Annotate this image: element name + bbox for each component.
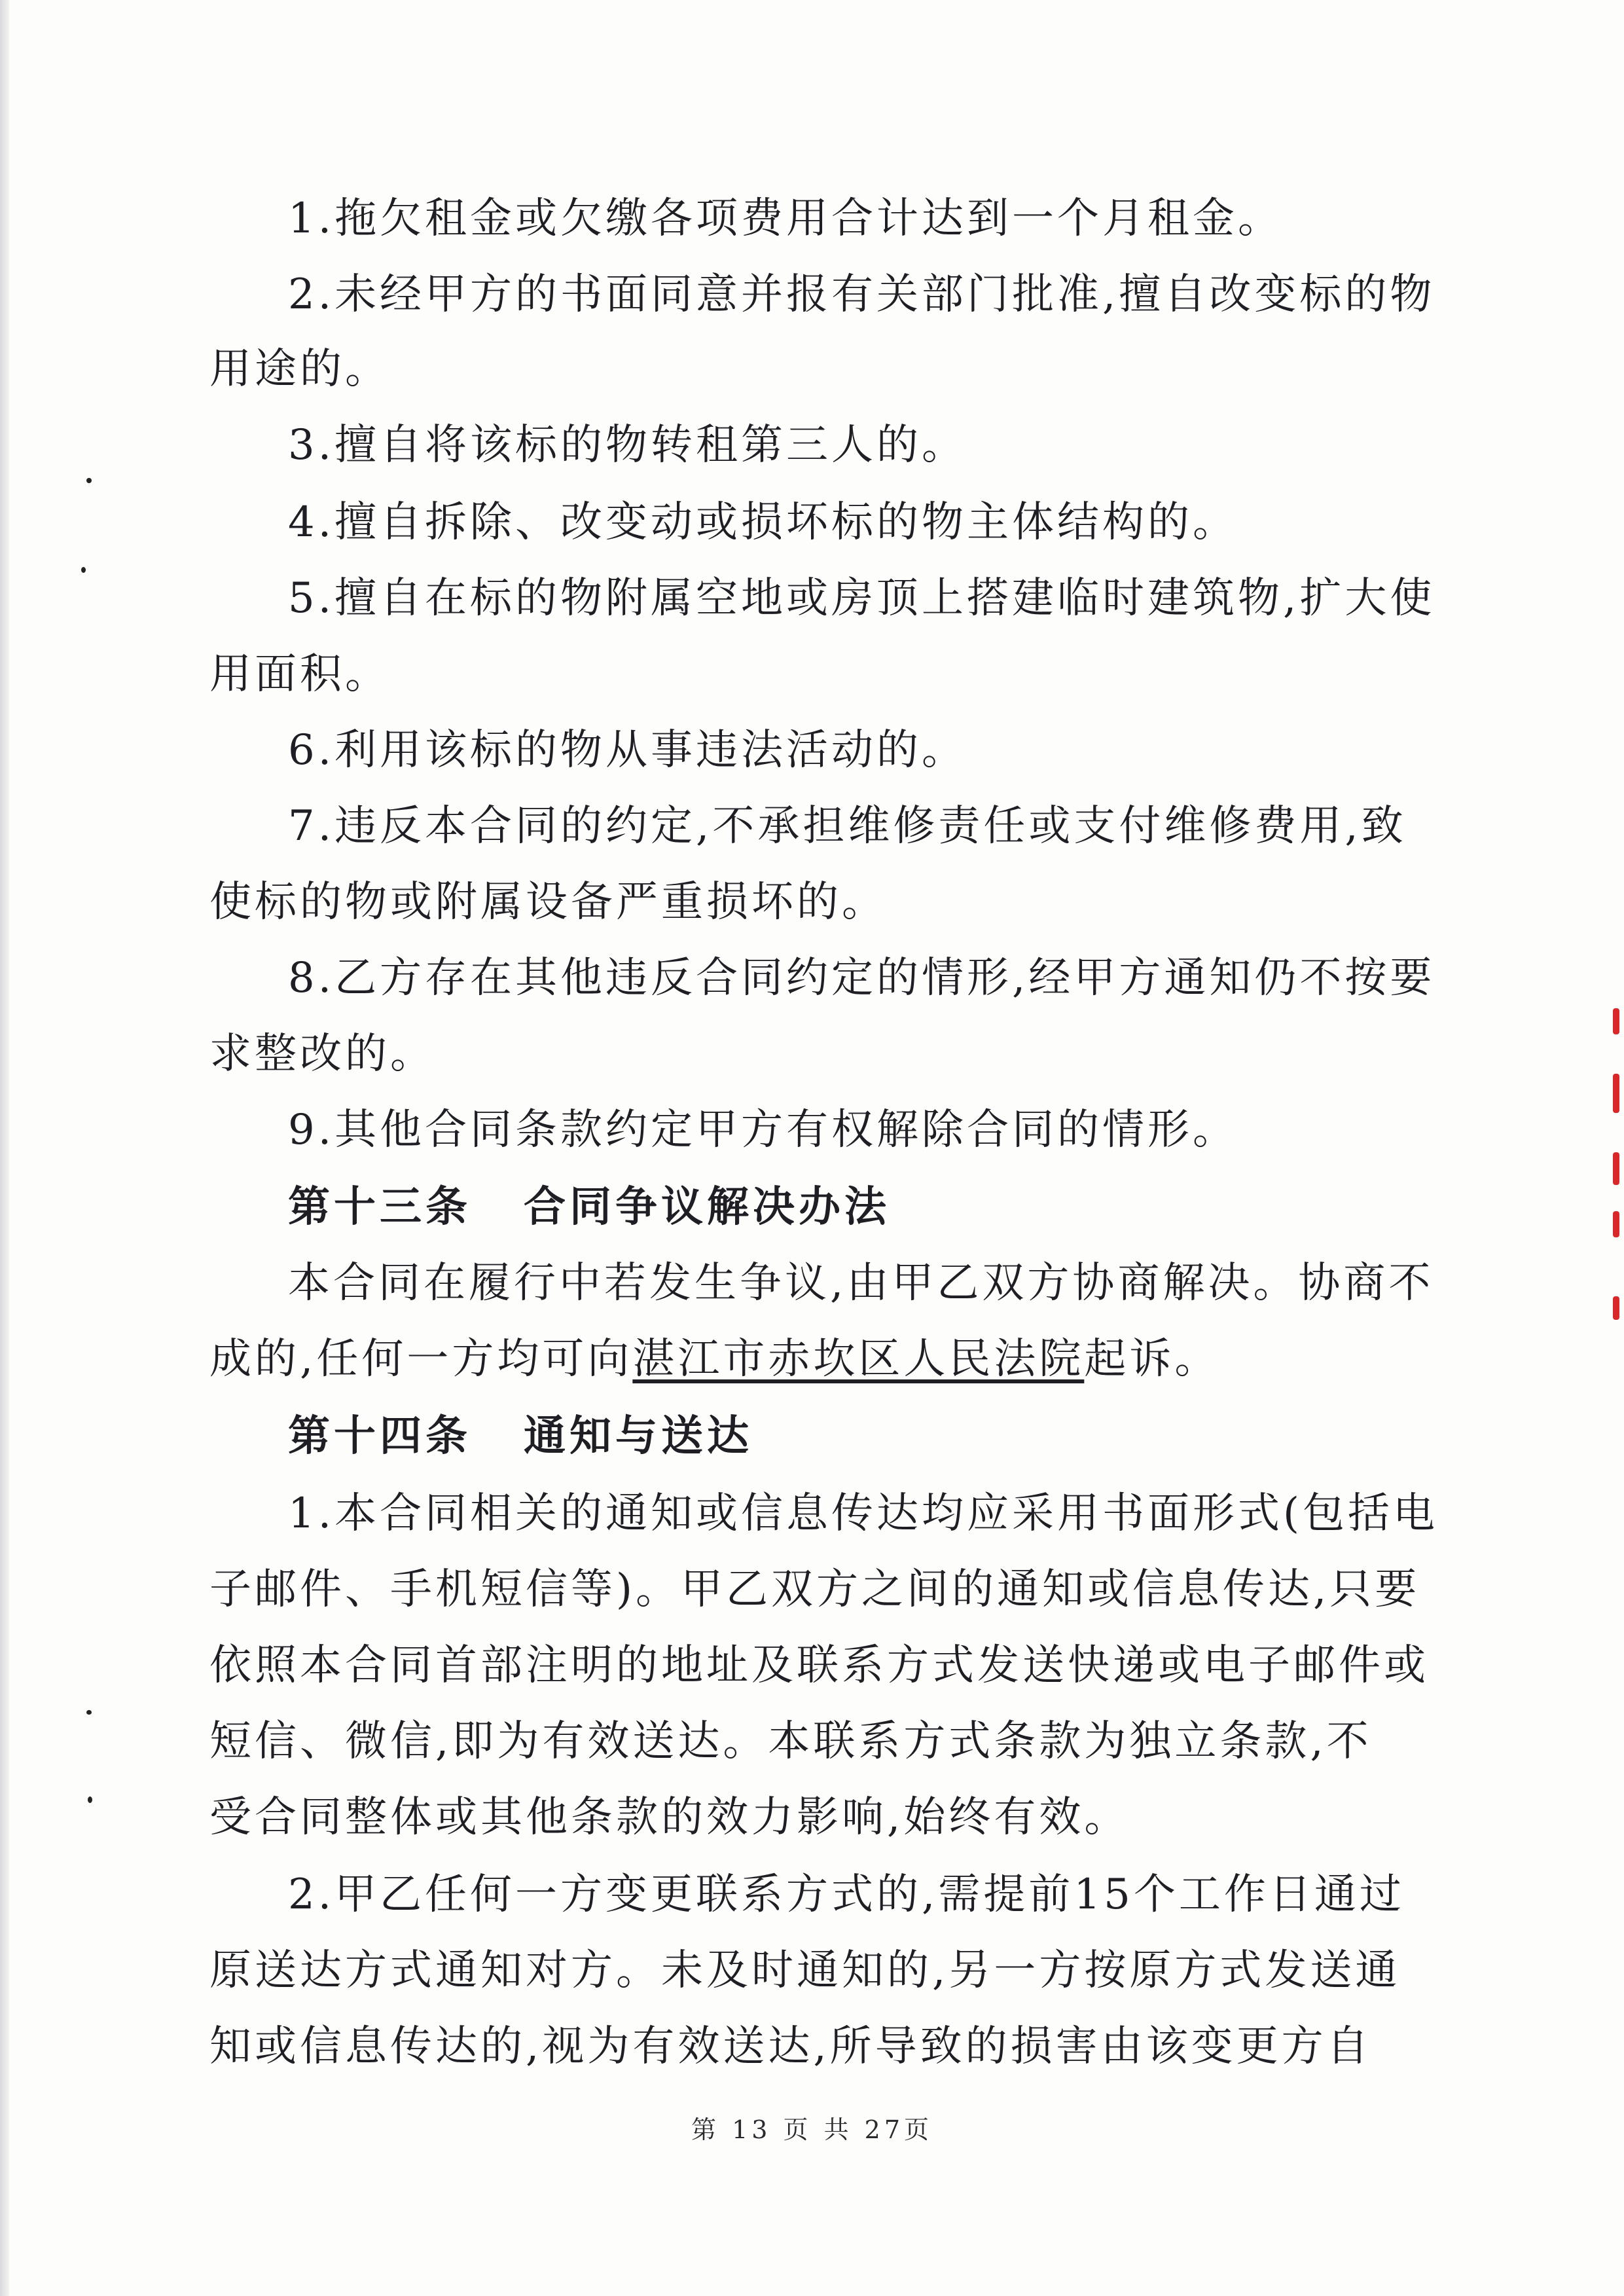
list-item-continuation: 用途的。	[209, 345, 390, 393]
article-title: 合同争议解决办法	[524, 1182, 890, 1231]
seal-fragment	[1613, 1008, 1619, 1034]
list-item: 7.违反本合同的约定,不承担维修责任或支付维修费用,致	[288, 802, 1407, 850]
list-item: 4.擅自拆除、改变动或损坏标的物主体结构的。	[288, 498, 1238, 547]
article-title: 通知与送达	[524, 1412, 753, 1461]
list-item: 2.未经甲方的书面同意并报有关部门批准,擅自改变标的物	[288, 270, 1435, 319]
paragraph-line: 短信、微信,即为有效送达。本联系方式条款为独立条款,不	[209, 1717, 1372, 1766]
list-item: 8.乙方存在其他违反合同约定的情形,经甲方通知仍不按要	[288, 954, 1435, 1002]
scan-speck	[86, 478, 92, 483]
article-number: 第十三条	[288, 1182, 471, 1231]
seal-fragment	[1613, 1152, 1619, 1185]
seal-fragment	[1613, 1296, 1619, 1320]
article-13-heading	[288, 1182, 890, 1231]
paragraph-line: 依照本合同首部注明的地址及联系方式发送快递或电子邮件或	[209, 1641, 1429, 1690]
scan-edge	[0, 0, 9, 2296]
list-item: 9.其他合同条款约定甲方有权解除合同的情形。	[288, 1106, 1238, 1154]
court-name: 湛江市赤坎区人民法院	[632, 1335, 1085, 1383]
article-number: 第十四条	[288, 1412, 471, 1461]
list-item-continuation: 求整改的。	[209, 1030, 435, 1078]
paragraph-line	[209, 1335, 1220, 1383]
paragraph-line: 本合同在履行中若发生争议,由甲乙双方协商解决。协商不	[288, 1259, 1434, 1307]
page-number-footer: 第 13 页 共 27页	[691, 2115, 933, 2144]
list-item-continuation: 用面积。	[209, 650, 390, 699]
paragraph-line: 2.甲乙任何一方变更联系方式的,需提前15个工作日通过	[288, 1870, 1405, 1919]
paragraph-line: 知或信息传达的,视为有效送达,所导致的损害由该变更方自	[209, 2022, 1372, 2071]
text-span: 成的,任何一方均可向	[209, 1335, 633, 1383]
text-span: 起诉。	[1084, 1335, 1220, 1383]
scan-speck	[86, 1710, 92, 1715]
seal-fragment	[1613, 1211, 1619, 1237]
scan-speck	[88, 1796, 92, 1803]
paragraph-line: 原送达方式通知对方。未及时通知的,另一方按原方式发送通	[209, 1946, 1401, 1995]
article-14-heading	[288, 1412, 753, 1461]
list-item: 1.拖欠租金或欠缴各项费用合计达到一个月租金。	[288, 194, 1284, 243]
scan-speck	[81, 567, 86, 573]
paragraph-line: 受合同整体或其他条款的效力影响,始终有效。	[209, 1793, 1130, 1842]
list-item: 6.利用该标的物从事违法活动的。	[288, 726, 967, 774]
list-item: 5.擅自在标的物附属空地或房顶上搭建临时建筑物,扩大使	[288, 574, 1435, 623]
seal-fragment	[1613, 1074, 1619, 1113]
list-item-continuation: 使标的物或附属设备严重损坏的。	[209, 878, 887, 926]
paragraph-line: 1.本合同相关的通知或信息传达均应采用书面形式(包括电	[288, 1489, 1439, 1538]
paragraph-line: 子邮件、手机短信等)。甲乙双方之间的通知或信息传达,只要	[209, 1565, 1420, 1614]
list-item: 3.擅自将该标的物转租第三人的。	[288, 421, 967, 469]
